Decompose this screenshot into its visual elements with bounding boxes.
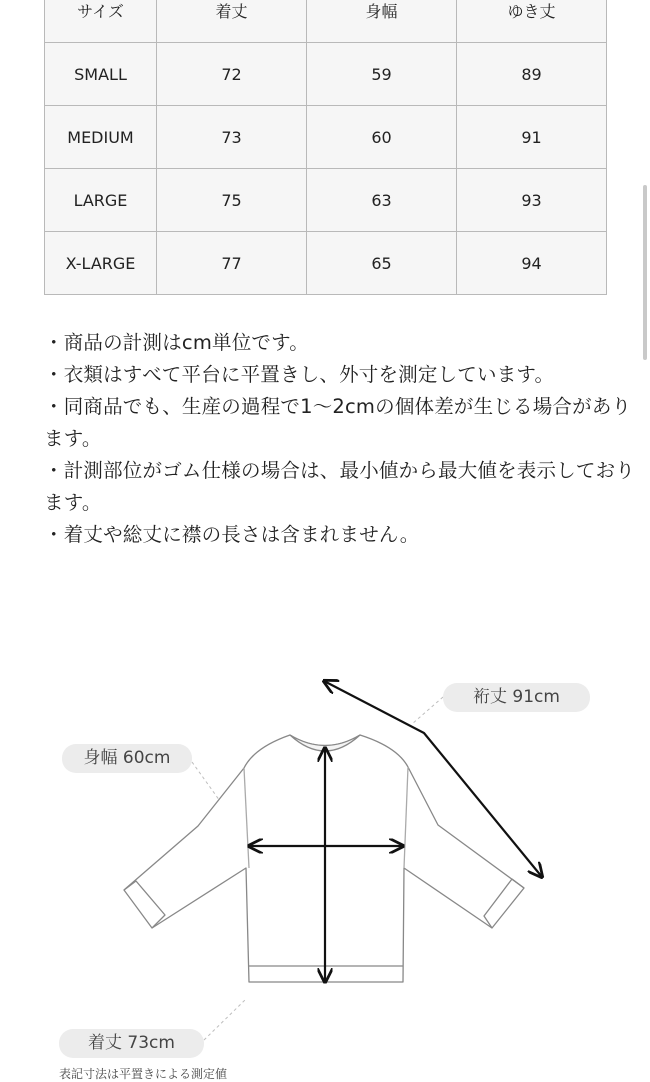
cell-size: LARGE bbox=[45, 169, 157, 232]
cell-width: 60 bbox=[307, 106, 457, 169]
table-header-row bbox=[45, 0, 607, 43]
table-row bbox=[45, 106, 607, 169]
table-row bbox=[45, 232, 607, 295]
cell-sleeve: 91 bbox=[457, 106, 607, 169]
cell-length: 73 bbox=[157, 106, 307, 169]
garment-measurement-diagram bbox=[0, 660, 650, 1080]
cell-size: SMALL bbox=[45, 43, 157, 106]
table-row bbox=[45, 43, 607, 106]
cell-length: 75 bbox=[157, 169, 307, 232]
cell-length: 72 bbox=[157, 43, 307, 106]
diagram-footnote: 表記寸法は平置きによる測定値 bbox=[59, 1067, 228, 1081]
header-size: サイズ bbox=[45, 0, 157, 43]
note-line: ・同商品でも、生産の過程で1〜2cmの個体差が生じる場合があります。 bbox=[44, 395, 632, 450]
cell-width: 65 bbox=[307, 232, 457, 295]
measurement-notes bbox=[44, 327, 644, 551]
note-line: ・着丈や総丈に襟の長さは含まれません。 bbox=[44, 523, 420, 546]
table-row bbox=[45, 169, 607, 232]
header-width: 身幅 bbox=[307, 0, 457, 43]
cell-size: X-LARGE bbox=[45, 232, 157, 295]
cell-length: 77 bbox=[157, 232, 307, 295]
note-line: ・衣類はすべて平台に平置きし、外寸を測定しています。 bbox=[44, 363, 555, 386]
note-line: ・商品の計測はcm単位です。 bbox=[44, 331, 309, 354]
note-line: ・計測部位がゴム仕様の場合は、最小値から最大値を表示しております。 bbox=[44, 459, 636, 514]
size-table bbox=[44, 0, 607, 295]
header-sleeve: ゆき丈 bbox=[457, 0, 607, 43]
body-width-label: 身幅 60cm bbox=[62, 744, 192, 773]
cell-sleeve: 89 bbox=[457, 43, 607, 106]
cell-sleeve: 94 bbox=[457, 232, 607, 295]
body-length-label: 着丈 73cm bbox=[59, 1029, 204, 1058]
cell-sleeve: 93 bbox=[457, 169, 607, 232]
header-length: 着丈 bbox=[157, 0, 307, 43]
cell-width: 63 bbox=[307, 169, 457, 232]
cell-size: MEDIUM bbox=[45, 106, 157, 169]
sleeve-length-label: 裄丈 91cm bbox=[443, 683, 590, 712]
cell-width: 59 bbox=[307, 43, 457, 106]
